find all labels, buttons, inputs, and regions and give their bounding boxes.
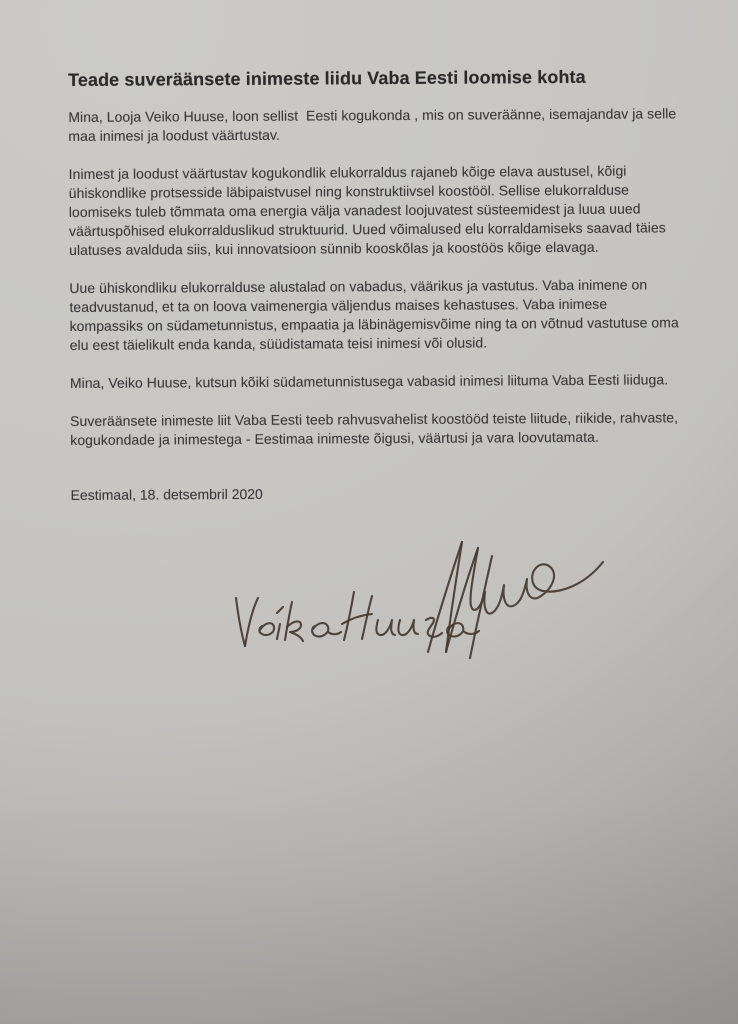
paragraph-foundations: Uue ühiskondliku elukorralduse alustalad on vabadus, väärikus ja vastutus. Vaba inimene on teadvustanud, et ta on loova vaimenergia väljendus maises kehastuses. Vaba inimese kompassiks on südametunnistus, empaatia ja läbinägemisvõime ning ta on võtnud vastutuse oma elu eest täielikult enda kanda, süüdistamata teisi inimesi või olusid. <box>69 276 683 353</box>
handwritten-signature <box>210 528 610 668</box>
paragraph-intro: Mina, Looja Veiko Huuse, loon sellist Eesti kogukonda , mis on suveräänne, isemajandav ja selle maa inimesi ja loodust väärtustav. <box>68 105 681 144</box>
paragraph-cooperation: Suveräänsete inimeste liit Vaba Eesti teeb rahvusvahelist koostööd teiste liitude, riikide, rahvaste, kogukondade ja inimestega - Eestimaa inimeste õigusi, väärtusi ja vara loovutamata. <box>70 409 683 448</box>
paragraph-values: Inimest ja loodust väärtustav kogukondlik elukorraldus rajaneb kõige elava austusel, kõigi ühiskondlike protsesside läbipaistvusel ning konstruktiivsel koostööl. Sellise elukorralduse loomiseks tuleb tõmmata oma energia välja vanadest loojuvatest süsteemidest ja luua uued väärtuspõhised elukorralduslikud struktuurid. Uued võimalused elu korraldamiseks saavad täies ulatuses avalduda siis, kui innovatsioon sünnib kooskõlas ja koostöös kõige elavaga. <box>68 162 670 258</box>
document-page <box>68 66 686 505</box>
dateline: Eestimaal, 18. detsembril 2020 <box>70 485 263 503</box>
document-title: Teade suveräänsete inimeste liidu Vaba Eesti loomise kohta <box>68 66 586 90</box>
paragraph-invitation: Mina, Veiko Huuse, kutsun kõiki südametunnistusega vabasid inimesi liituma Vaba Eesti liiduga. <box>69 371 669 391</box>
